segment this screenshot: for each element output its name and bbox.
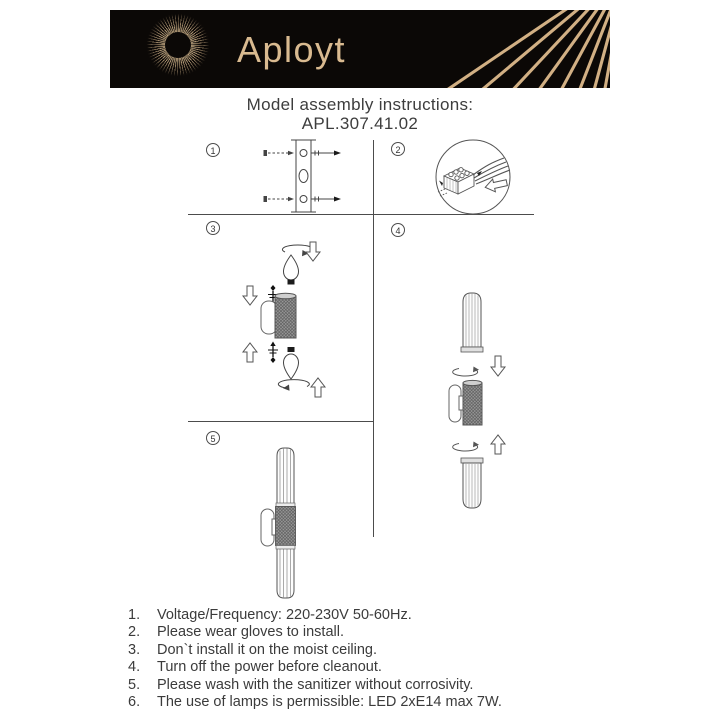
note-item: [128, 677, 608, 694]
note-item: [128, 642, 608, 659]
bulb-installation-diagram: [233, 228, 348, 406]
note-text: Please wear gloves to install.: [157, 624, 344, 641]
note-number: 2.: [128, 624, 141, 641]
divider-horizontal-bottom: [188, 421, 374, 422]
note-text: The use of lamps is permissible: LED 2xE14 max 7W.: [157, 694, 502, 711]
wiring-detail-diagram: [428, 136, 520, 220]
divider-vertical: [373, 140, 374, 537]
step-5-badge: 5: [206, 431, 220, 445]
model-number: APL.307.41.02: [301, 114, 419, 133]
note-number: 1.: [128, 607, 141, 623]
note-text: Voltage/Frequency: 220-230V 50-60Hz.: [157, 607, 412, 623]
note-number: 5.: [128, 676, 141, 693]
note-text: Don`t install it on the moist ceiling.: [157, 641, 378, 658]
page-title: Model assembly instructions:: [246, 95, 474, 114]
note-number: 4.: [128, 659, 141, 676]
note-item: [128, 607, 608, 624]
sunburst-logo-icon: [146, 13, 210, 77]
shade-assembly-diagram: [438, 283, 513, 518]
step-2-badge: 2: [391, 142, 405, 156]
mounting-plate-diagram: [258, 137, 353, 217]
brand-banner: [110, 10, 610, 88]
note-number: 6.: [128, 694, 141, 711]
banner-rays-icon: [375, 10, 610, 88]
notes-list: [128, 607, 608, 711]
brand-wordmark: Aployt: [237, 29, 347, 70]
step-1-badge: 1: [206, 143, 220, 157]
note-item: [128, 624, 608, 641]
note-text: Please wash with the sanitizer without corrosivity.: [157, 676, 474, 693]
note-item: [128, 659, 608, 676]
assembled-lamp-diagram: [253, 440, 315, 605]
note-text: Turn off the power before cleanout.: [157, 659, 382, 676]
step-4-badge: 4: [391, 223, 405, 237]
step-3-badge: 3: [206, 221, 220, 235]
note-number: 3.: [128, 641, 141, 658]
note-item: [128, 694, 608, 711]
sunburst-core: [165, 32, 191, 58]
